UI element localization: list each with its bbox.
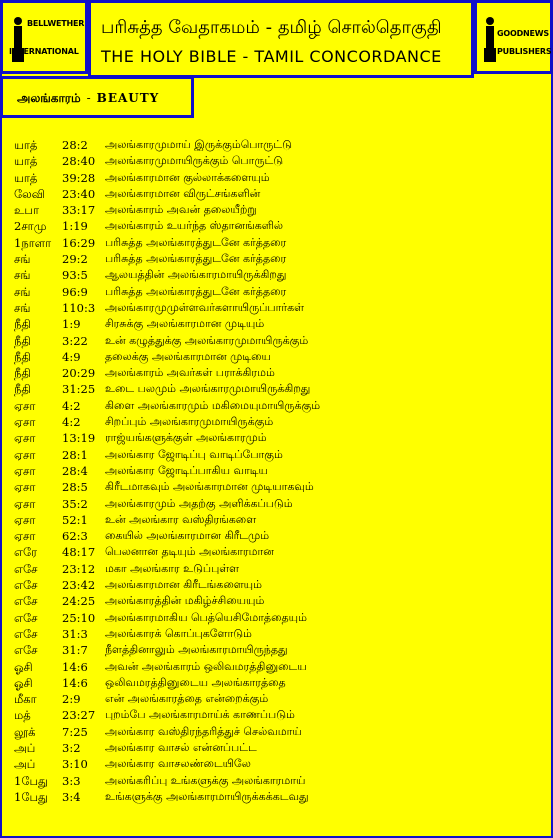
concordance-entry: [14, 529, 544, 545]
concordance-entry: [14, 138, 544, 154]
entry-reference: 4:2: [62, 398, 81, 413]
concordance-entry: [14, 725, 544, 741]
concordance-entry: [14, 154, 544, 170]
concordance-entry: [14, 545, 544, 561]
title-box: [88, 0, 474, 78]
entry-text: அலங்காரம் உயர்ந்த ஸ்தானங்களில்: [105, 219, 284, 233]
entry-text: அலங்காரமுமாய் இருக்கும்பொருட்டு: [105, 138, 292, 151]
bellwether-logo: [3, 3, 85, 71]
entry-reference: 3:4: [62, 789, 81, 804]
entry-text: அவன் அலங்காரம் ஒலிவமரத்தினுடைய: [105, 659, 307, 673]
entry-text: கையில் அலங்காரமான கிரீடமும்: [105, 529, 270, 543]
bellwether-logo-box: [0, 0, 88, 74]
entry-reference: 7:25: [62, 724, 88, 739]
entry-text: அலங்காரமான குல்லாக்களையும்: [105, 170, 270, 184]
entry-reference: 31:3: [62, 626, 88, 641]
entry-text: அலங்காரமான கிரீடங்களையும்: [105, 578, 262, 592]
entry-reference: 1:9: [62, 317, 81, 332]
entry-reference: 3:3: [62, 773, 81, 788]
concordance-entry: [14, 757, 544, 773]
entry-book: ஏசா: [14, 415, 36, 430]
entry-book: நீதி: [14, 382, 31, 397]
entry-reference: 31:25: [62, 382, 96, 397]
entry-reference: 23:40: [62, 186, 96, 201]
entry-text: அலங்காரமான விருட்சங்களின்: [105, 186, 261, 200]
entry-reference: 28:1: [62, 447, 88, 462]
entry-book: சங்: [14, 284, 31, 299]
entry-text: உன் அலங்கார வஸ்திரங்களை: [105, 512, 257, 526]
entry-book: லேவி: [14, 186, 45, 201]
entry-text: அலங்கார வஸ்திரந்தரித்துச் செல்வமாய்: [105, 724, 302, 738]
concordance-entry: [14, 366, 544, 382]
entry-reference: 29:2: [62, 252, 88, 267]
entry-text: பரிசுத்த அலங்காரத்துடனே கர்த்தரை: [105, 252, 287, 266]
entry-text: புறம்பே அலங்காரமாய்க் காணப்படும்: [105, 708, 295, 722]
entry-text: அலங்காரமுமாயிருக்கும் பொருட்டு: [105, 154, 284, 168]
concordance-entry: [14, 708, 544, 724]
bellwether-logo-line2: INTERNATIONAL: [9, 47, 79, 56]
entry-book: சங்: [14, 252, 31, 267]
entry-text: அலங்காரமும் அதற்கு அளிக்கப்படும்: [105, 496, 293, 510]
entry-reference: 2:9: [62, 692, 81, 707]
concordance-entry: [14, 480, 544, 496]
topic-separator: -: [86, 91, 91, 105]
entry-text: அலங்காரமுமுள்ளவர்களாயிருப்பார்கள்: [105, 300, 305, 314]
entry-text: பரிசுத்த அலங்காரத்துடனே கர்த்தரை: [105, 284, 287, 298]
goodnews-logo-box: [474, 0, 553, 74]
concordance-entry: [14, 627, 544, 643]
entry-text: அலங்காரம் அவர்கள் பராக்கிரமம்: [105, 366, 275, 380]
entry-text: அலங்கார வாசல் என்னப்பட்ட: [105, 740, 257, 754]
concordance-entry: [14, 171, 544, 187]
entry-reference: 3:2: [62, 740, 81, 755]
entry-reference: 28:40: [62, 154, 96, 169]
concordance-entry: [14, 660, 544, 676]
concordance-entry: [14, 741, 544, 757]
topic-box: [0, 76, 194, 118]
concordance-entry: [14, 464, 544, 480]
entry-reference: 33:17: [62, 203, 96, 218]
entry-reference: 25:10: [62, 610, 96, 625]
entry-reference: 28:5: [62, 480, 88, 495]
entry-book: உபா: [14, 203, 39, 218]
entry-text: ஆலயத்தின் அலங்காரமாயிருக்கிறது: [105, 268, 287, 282]
entry-book: அப்: [14, 757, 36, 772]
entry-book: ஏசா: [14, 529, 36, 544]
entry-book: ஓசி: [14, 659, 33, 674]
concordance-entry: [14, 203, 544, 219]
entry-text: அலங்காரக் கொப்புகளோடும்: [105, 626, 252, 640]
concordance-entry: [14, 578, 544, 594]
entry-text: அலங்காரத்தின் மகிழ்ச்சியையும்: [105, 594, 265, 608]
concordance-entry: [14, 431, 544, 447]
concordance-entry: [14, 611, 544, 627]
concordance-entry: [14, 187, 544, 203]
concordance-entry: [14, 219, 544, 235]
entry-book: அப்: [14, 740, 36, 755]
concordance-entry: [14, 497, 544, 513]
entry-text: உன் கழுத்துக்கு அலங்காரமுமாயிருக்கும்: [105, 333, 309, 347]
bellwether-logo-line1: BELLWETHER: [27, 19, 85, 28]
concordance-entry: [14, 301, 544, 317]
entry-book: நீதி: [14, 349, 31, 364]
entry-book: 1பேது: [14, 789, 49, 804]
entry-book: யாத்: [14, 154, 38, 169]
entry-reference: 20:29: [62, 366, 96, 381]
entry-reference: 1:19: [62, 219, 88, 234]
concordance-entry: [14, 317, 544, 333]
entry-reference: 35:2: [62, 496, 88, 511]
entry-reference: 62:3: [62, 529, 88, 544]
entry-book: யாத்: [14, 170, 38, 185]
entry-text: என் அலங்காரத்தை என்றைக்கும்: [105, 692, 269, 706]
entry-book: ஏசா: [14, 512, 36, 527]
entry-book: எசே: [14, 626, 38, 641]
entry-text: அலங்காரமாகிய பெத்யெசிமோத்தையும்: [105, 610, 307, 624]
entry-reference: 28:2: [62, 138, 88, 152]
concordance-entry: [14, 415, 544, 431]
concordance-entry: [14, 285, 544, 301]
entry-book: எசே: [14, 643, 38, 658]
entry-book: நீதி: [14, 366, 31, 381]
concordance-entry: [14, 350, 544, 366]
concordance-entry: [14, 448, 544, 464]
concordance-entry: [14, 236, 544, 252]
entry-text: ஒலிவமரத்தினுடைய அலங்காரத்தை: [105, 675, 286, 689]
entry-reference: 96:9: [62, 284, 88, 299]
entry-reference: 31:7: [62, 643, 88, 658]
entry-book: எசே: [14, 610, 38, 625]
entry-book: ஏசா: [14, 431, 36, 446]
entry-book: யாத்: [14, 138, 38, 152]
entry-text: சிறப்பும் அலங்காரமுமாயிருக்கும்: [105, 415, 274, 429]
entry-text: பரிசுத்த அலங்காரத்துடனே கர்த்தரை: [105, 235, 287, 249]
entry-reference: 14:6: [62, 659, 88, 674]
entry-reference: 48:17: [62, 545, 96, 560]
entry-reference: 23:27: [62, 708, 96, 723]
concordance-entry: [14, 774, 544, 790]
entry-reference: 3:22: [62, 333, 88, 348]
entry-book: ஏசா: [14, 480, 36, 495]
entry-reference: 110:3: [62, 300, 96, 315]
concordance-entry: [14, 334, 544, 350]
entry-book: ஓசி: [14, 675, 33, 690]
entry-text: அலங்கார ஜோடிப்பாகிய வாடிய: [105, 463, 268, 477]
concordance-entry: [14, 594, 544, 610]
concordance-entry: [14, 676, 544, 692]
goodnews-figure-icon: [483, 15, 497, 65]
title-english: THE HOLY BIBLE - TAMIL CONCORDANCE: [101, 47, 442, 66]
entry-reference: 28:4: [62, 463, 88, 478]
entry-reference: 23:12: [62, 561, 96, 576]
entry-text: சிரசுக்கு அலங்காரமான முடியும்: [105, 317, 265, 331]
entry-text: அலங்காரம் அவன் தலையீற்று: [105, 203, 257, 217]
goodnews-logo-line1: GOODNEWS: [497, 29, 549, 38]
topic-english: BEAUTY: [96, 91, 160, 105]
entry-reference: 4:9: [62, 349, 81, 364]
entry-text: பெலனான தடியும் அலங்காரமான: [105, 545, 274, 559]
bellwether-figure-icon: [11, 15, 25, 65]
entry-reference: 3:10: [62, 757, 88, 772]
entry-text: கிளை அலங்காரமும் மகிமையுமாயிருக்கும்: [105, 398, 321, 412]
entry-book: ஏசா: [14, 496, 36, 511]
entry-text: அலங்கார ஜோடிப்பு வாடிப்போகும்: [105, 447, 283, 461]
concordance-entry: [14, 399, 544, 415]
entry-book: நீதி: [14, 317, 31, 332]
entry-text: அலங்கரிப்பு உங்களுக்கு அலங்காரமாய்: [105, 773, 306, 787]
entry-reference: 52:1: [62, 512, 88, 527]
entry-text: அலங்கார வாசலண்டையிலே: [105, 757, 251, 771]
entry-book: 1பேது: [14, 773, 49, 788]
topic-heading: [17, 91, 159, 107]
entry-reference: 4:2: [62, 415, 81, 430]
entry-book: நீதி: [14, 333, 31, 348]
entry-text: உடை பலமும் அலங்காரமுமாயிருக்கிறது: [105, 382, 311, 396]
entry-book: 2சாமு: [14, 219, 47, 234]
entry-book: 1நாளா: [14, 235, 52, 250]
entry-book: மீகா: [14, 692, 37, 707]
entry-text: மகா அலங்கார உடுப்புள்ள: [105, 561, 240, 575]
concordance-entry: [14, 562, 544, 578]
entry-text: நீளத்தினாலும் அலங்காரமாயிருந்தது: [105, 643, 288, 657]
title-tamil: பரிசுத்த வேதாகமம் - தமிழ் சொல்தொகுதி: [101, 17, 442, 38]
goodnews-logo-line2: PUBLISHERS: [497, 47, 552, 56]
entry-book: லூக்: [14, 724, 36, 739]
entry-text: உங்களுக்கு அலங்காரமாயிருக்கக்கடவது: [105, 789, 309, 803]
entry-reference: 23:42: [62, 578, 96, 593]
topic-tamil: அலங்காரம்: [17, 91, 81, 105]
concordance-entry: [14, 382, 544, 398]
entry-book: சங்: [14, 268, 31, 283]
entry-reference: 13:19: [62, 431, 96, 446]
entry-book: ஏசா: [14, 463, 36, 478]
entry-text: ராஜ்யங்களுக்குள் அலங்காரமும்: [105, 431, 267, 445]
entry-reference: 93:5: [62, 268, 88, 283]
entry-book: மத்: [14, 708, 31, 723]
entry-reference: 24:25: [62, 594, 96, 609]
entry-text: தலைக்கு அலங்காரமான முடியை: [105, 349, 271, 363]
concordance-entry: [14, 643, 544, 659]
entry-reference: 16:29: [62, 235, 96, 250]
entry-book: ஏசா: [14, 447, 36, 462]
concordance-entry: [14, 790, 544, 806]
entry-book: எசே: [14, 561, 38, 576]
entry-book: எசே: [14, 578, 38, 593]
entry-book: ஏசா: [14, 398, 36, 413]
entry-reference: 39:28: [62, 170, 96, 185]
entry-reference: 14:6: [62, 675, 88, 690]
concordance-entry: [14, 252, 544, 268]
goodnews-logo: [477, 3, 550, 71]
concordance-entry: [14, 268, 544, 284]
entry-text: கிரீடமாகவும் அலங்காரமான முடியாகவும்: [105, 480, 314, 494]
entry-book: எரே: [14, 545, 38, 560]
concordance-list: [14, 138, 544, 806]
concordance-entry: [14, 513, 544, 529]
entry-book: எசே: [14, 594, 38, 609]
entry-book: சங்: [14, 300, 31, 315]
concordance-entry: [14, 692, 544, 708]
